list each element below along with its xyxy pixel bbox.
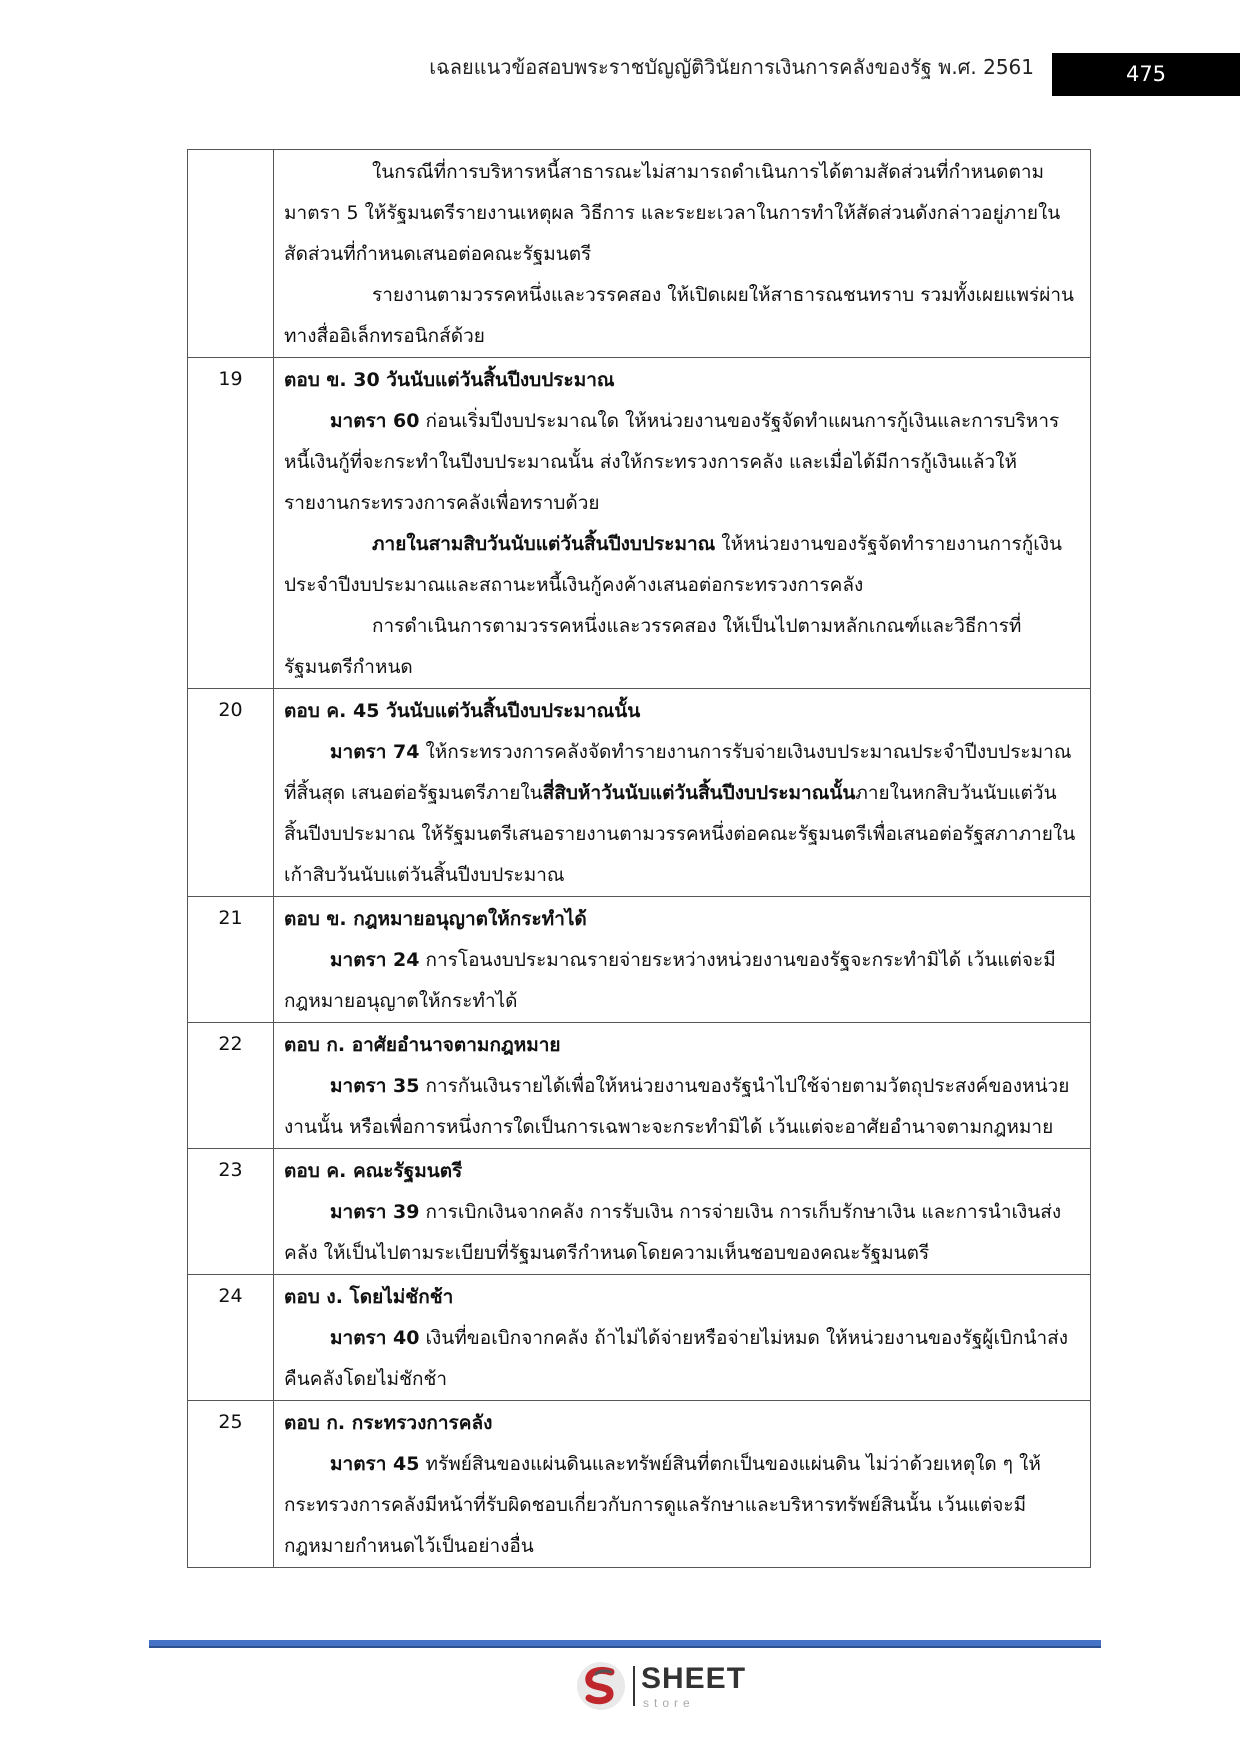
section-text: การกันเงินรายได้เพื่อให้หน่วยงานของรัฐนำไปใช้จ่ายตามวัตถุประสงค์ของหน่วยงานนั้น หรือเพื่อการหนึ่งการใดเป็นการเฉพาะจะกระทำมิได้ เว้นแต่จะอาศัยอำนาจตามกฎหมาย (284, 1075, 1070, 1138)
table-row (188, 1149, 1091, 1275)
section-paragraph (284, 1444, 1080, 1567)
item-number: 23 (188, 1149, 274, 1275)
item-explanation (274, 1149, 1091, 1275)
section-paragraph (284, 732, 1080, 896)
section-paragraph (284, 1066, 1080, 1148)
section-text: ภายในหกสิบวันนับแต่วันสิ้นปีงบประมาณ ให้รัฐมนตรีเสนอรายงานตามวรรคหนึ่งต่อคณะรัฐมนตรีเพื่อเสนอต่อรัฐสภาภายในเก้าสิบวันนับแต่วันสิ้นปีงบประมาณ (284, 782, 1076, 886)
logo-subtitle: store (643, 1696, 695, 1710)
section-paragraph (284, 1318, 1080, 1400)
item-explanation (274, 897, 1091, 1023)
paragraph: การดำเนินการตามวรรคหนึ่งและวรรคสอง ให้เป็นไปตามหลักเกณฑ์และวิธีการที่รัฐมนตรีกำหนด (284, 615, 1022, 678)
page-number-badge: 475 (1052, 53, 1240, 96)
answer-line: ตอบ ค. 45 วันนับแต่วันสิ้นปีงบประมาณนั้น (284, 700, 641, 722)
section-label: มาตรา 60 (330, 410, 420, 432)
section-label: มาตรา 40 (330, 1327, 420, 1349)
table-row (188, 1023, 1091, 1149)
item-number: 22 (188, 1023, 274, 1149)
item-explanation (274, 689, 1091, 897)
sheet-store-logo (575, 1660, 745, 1716)
item-number: 25 (188, 1401, 274, 1568)
section-paragraph (284, 401, 1080, 524)
answer-line: ตอบ ง. โดยไม่ชักช้า (284, 1286, 454, 1308)
section-label: มาตรา 24 (330, 949, 420, 971)
table-row (188, 150, 1091, 358)
emphasis-text: สี่สิบห้าวันนับแต่วันสิ้นปีงบประมาณนั้น (542, 782, 856, 804)
paragraph: รายงานตามวรรคหนึ่งและวรรคสอง ให้เปิดเผยให้สาธารณชนทราบ รวมทั้งเผยแพร่ผ่านทางสื่ออิเล็กทรอนิกส์ด้วย (284, 284, 1074, 347)
item-number: 24 (188, 1275, 274, 1401)
section-paragraph (284, 940, 1080, 1022)
answer-line: ตอบ ข. กฎหมายอนุญาตให้กระทำได้ (284, 908, 587, 930)
emphasis-text: ภายในสามสิบวันนับแต่วันสิ้นปีงบประมาณ (372, 533, 716, 555)
item-explanation (274, 1023, 1091, 1149)
item-explanation (274, 150, 1091, 358)
table-row (188, 1275, 1091, 1401)
table-row (188, 689, 1091, 897)
section-label: มาตรา 39 (330, 1201, 420, 1223)
footer-divider (149, 1640, 1101, 1648)
item-number: 21 (188, 897, 274, 1023)
item-explanation (274, 358, 1091, 689)
section-label: มาตรา 45 (330, 1453, 420, 1475)
logo-s-icon (575, 1660, 627, 1712)
section-text: ทรัพย์สินของแผ่นดินและทรัพย์สินที่ตกเป็นของแผ่นดิน ไม่ว่าด้วยเหตุใด ๆ ให้กระทรวงการคลังมีหน้าที่รับผิดชอบเกี่ยวกับการดูแลรักษาและบริหารทรัพย์สินนั้น เว้นแต่จะมีกฎหมายกำหนดไว้เป็นอย่างอื่น (284, 1453, 1041, 1557)
section-paragraph (284, 1192, 1080, 1274)
section-text: ก่อนเริ่มปีงบประมาณใด ให้หน่วยงานของรัฐจัดทำแผนการกู้เงินและการบริหารหนี้เงินกู้ที่จะกระทำในปีงบประมาณนั้น ส่งให้กระทรวงการคลัง และเมื่อได้มีการกู้เงินแล้วให้รายงานกระทรวงการคลังเพื่อทราบด้วย (284, 410, 1060, 514)
logo-divider (633, 1666, 635, 1706)
item-number: 19 (188, 358, 274, 689)
table-row (188, 358, 1091, 689)
logo-wordmark: SHEET (641, 1662, 747, 1695)
table-row (188, 1401, 1091, 1568)
item-number: 20 (188, 689, 274, 897)
paragraph: ในกรณีที่การบริหารหนี้สาธารณะไม่สามารถดำเนินการได้ตามสัดส่วนที่กำหนดตาม มาตรา 5 ให้รัฐมนตรีรายงานเหตุผล วิธีการ และระยะเวลาในการทำให้สัดส่วนดังกล่าวอยู่ภายในสัดส่วนที่กำหนดเสนอต่อคณะรัฐมนตรี (284, 161, 1061, 265)
table-row (188, 897, 1091, 1023)
section-text: การเบิกเงินจากคลัง การรับเงิน การจ่ายเงิน การเก็บรักษาเงิน และการนำเงินส่งคลัง ให้เป็นไปตามระเบียบที่รัฐมนตรีกำหนดโดยความเห็นชอบของคณะรัฐมนตรี (284, 1201, 1062, 1264)
answer-line: ตอบ ค. คณะรัฐมนตรี (284, 1160, 463, 1182)
item-explanation (274, 1275, 1091, 1401)
answer-line: ตอบ ข. 30 วันนับแต่วันสิ้นปีงบประมาณ (284, 369, 615, 391)
paragraph-text: ให้หน่วยงานของรัฐจัดทำรายงานการกู้เงินประจำปีงบประมาณและสถานะหนี้เงินกู้คงค้างเสนอต่อกระทรวงการคลัง (284, 533, 1062, 596)
answer-line: ตอบ ก. อาศัยอำนาจตามกฎหมาย (284, 1034, 561, 1056)
page-header-title: เฉลยแนวข้อสอบพระราชบัญญัติวินัยการเงินการคลังของรัฐ พ.ศ. 2561 (429, 55, 1034, 79)
item-number (188, 150, 274, 358)
section-text: ให้กระทรวงการคลังจัดทำรายงานการรับจ่ายเงินงบประมาณประจำปีงบประมาณที่สิ้นสุด เสนอต่อรัฐมนตรีภายใน (284, 741, 1072, 804)
item-explanation (274, 1401, 1091, 1568)
section-label: มาตรา 74 (330, 741, 420, 763)
section-text: เงินที่ขอเบิกจากคลัง ถ้าไม่ได้จ่ายหรือจ่ายไม่หมด ให้หน่วยงานของรัฐผู้เบิกนำส่งคืนคลังโดยไม่ชักช้า (284, 1327, 1069, 1390)
paragraph (284, 524, 1080, 606)
section-text: การโอนงบประมาณรายจ่ายระหว่างหน่วยงานของรัฐจะกระทำมิได้ เว้นแต่จะมีกฎหมายอนุญาตให้กระทำได้ (284, 949, 1056, 1012)
answer-line: ตอบ ก. กระทรวงการคลัง (284, 1412, 493, 1434)
section-label: มาตรา 35 (330, 1075, 420, 1097)
answer-table (187, 149, 1091, 1568)
